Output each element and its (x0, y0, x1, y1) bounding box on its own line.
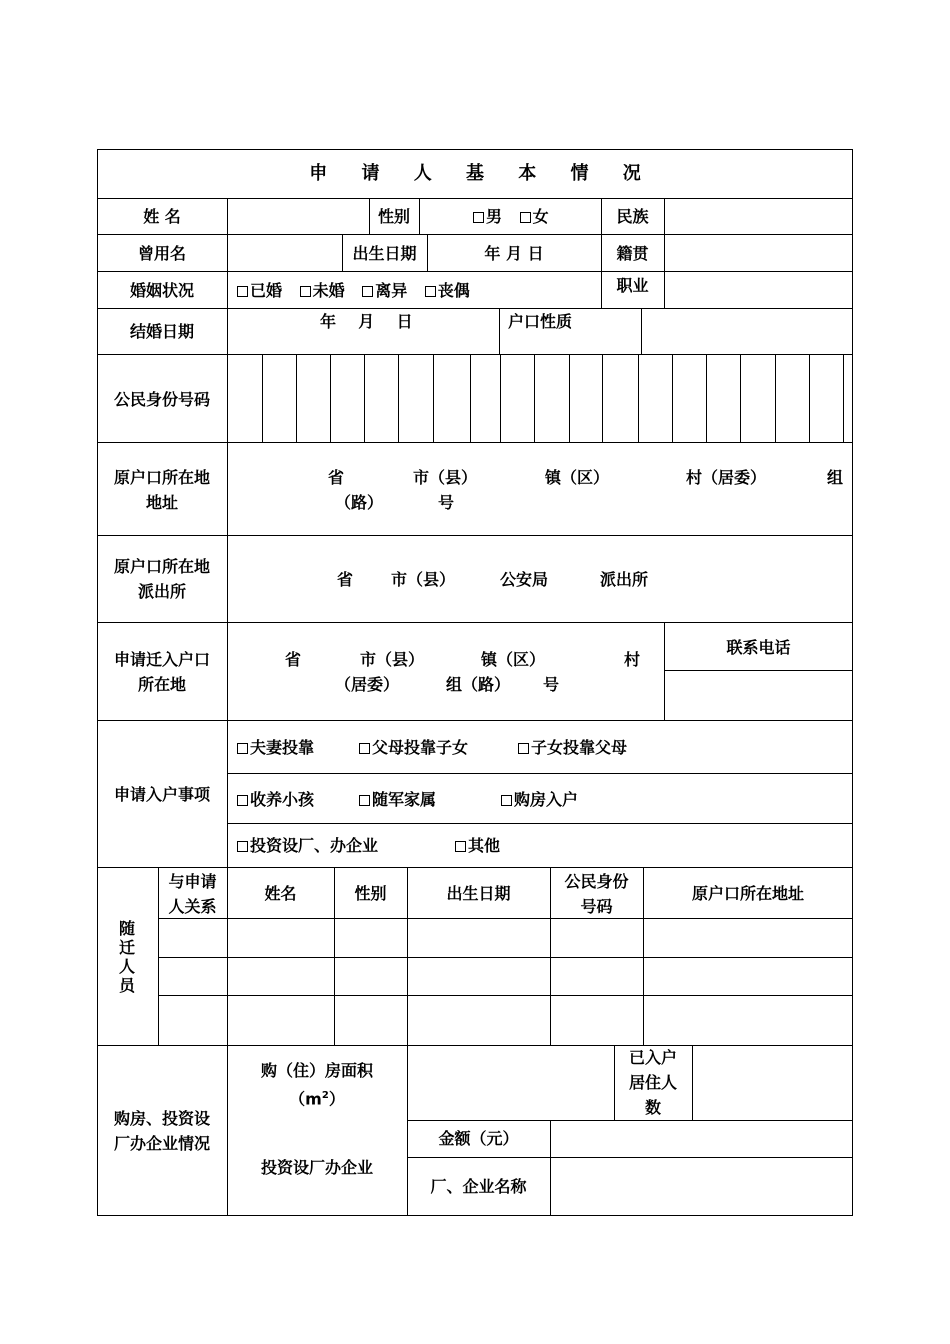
invest-factory-label: 投资设厂办企业 (260, 1158, 373, 1177)
matter-label: 子女投靠父母 (531, 738, 628, 757)
residents-label-line1: 已入户 (628, 1048, 677, 1067)
id-box-line (262, 354, 263, 442)
phone-label: 联系电话 (726, 638, 791, 657)
id-box-line (740, 354, 741, 442)
male-option[interactable] (473, 204, 502, 229)
dest-province: 省 (285, 650, 302, 669)
application-form (97, 149, 853, 1216)
companion-row-line (158, 995, 853, 996)
col-line (419, 198, 420, 234)
comp-birth-header: 出生日期 (446, 884, 511, 903)
row-line (97, 271, 853, 272)
checkbox-icon[interactable] (359, 743, 370, 754)
comp-address-header: 原户口所在地址 (691, 884, 804, 903)
area-unit-sup: 2 (321, 1090, 329, 1101)
id-box-line (569, 354, 570, 442)
widowed-option[interactable] (425, 278, 470, 303)
matters-label: 申请入户事项 (113, 785, 210, 804)
orig-station-label-line2: 派出所 (137, 582, 186, 601)
marital-status-label: 婚姻状况 (129, 281, 194, 300)
border-right (852, 149, 853, 1216)
comp-id-header-line2: 号码 (580, 897, 613, 916)
unmarried-label: 未婚 (312, 281, 345, 300)
station-bureau: 公安局 (500, 570, 549, 589)
dest-village: 村 (624, 650, 641, 669)
area-unit-open: （m (289, 1089, 322, 1109)
checkbox-icon[interactable] (501, 795, 512, 806)
matter-option-4[interactable] (237, 787, 314, 812)
row-line (97, 622, 853, 623)
comp-relation-header-line1: 与申请 (168, 872, 217, 891)
checkbox-icon[interactable] (237, 743, 248, 754)
residents-label-line3: 数 (644, 1098, 661, 1117)
amount-label: 金额（元） (438, 1129, 519, 1148)
addr-group: 组 (827, 468, 844, 487)
dest-no: 号 (543, 675, 560, 694)
addr-city: 市（县） (413, 468, 478, 487)
name-label: 姓 名 (143, 207, 181, 226)
native-place-label: 籍贯 (616, 244, 649, 263)
addr-no: 号 (438, 493, 455, 512)
station-name: 派出所 (600, 570, 649, 589)
comp-relation-header-line2: 人关系 (168, 897, 217, 916)
checkbox-icon[interactable] (362, 286, 373, 297)
ethnicity-label: 民族 (616, 207, 649, 226)
dest-city: 市（县） (360, 650, 425, 669)
birth-date-ymd: 年 月 日 (484, 244, 544, 263)
invest-label-line2: 厂办企业情况 (113, 1134, 210, 1153)
id-box-line (672, 354, 673, 442)
checkbox-icon[interactable] (518, 743, 529, 754)
marriage-date-label: 结婚日期 (129, 322, 194, 341)
married-option[interactable] (237, 278, 282, 303)
divorced-label: 离异 (375, 281, 408, 300)
id-box-line (364, 354, 365, 442)
dest-label-line2: 所在地 (137, 675, 186, 694)
invest-divider (407, 1120, 853, 1121)
border-top (97, 149, 853, 150)
station-province: 省 (337, 570, 354, 589)
id-box-line (638, 354, 639, 442)
matters-divider (227, 773, 853, 774)
addr-province: 省 (328, 468, 345, 487)
dest-group: 组（路） (446, 675, 511, 694)
former-name-label: 曾用名 (137, 244, 186, 263)
id-box-line (809, 354, 810, 442)
col-line (641, 308, 642, 354)
id-box-line (500, 354, 501, 442)
matter-option-3[interactable] (518, 735, 627, 760)
addr-road: （路） (335, 493, 384, 512)
invest-label-line1: 购房、投资设 (113, 1109, 210, 1128)
area-label-line1: 购（住）房面积 (260, 1061, 373, 1080)
row-line (97, 198, 853, 199)
id-box-line (534, 354, 535, 442)
divorced-option[interactable] (362, 278, 407, 303)
invest-col-line (692, 1045, 693, 1120)
matter-label: 投资设厂、办企业 (250, 836, 379, 855)
marriage-date-ymd: 年 月 日 (320, 312, 413, 331)
matter-label: 夫妻投靠 (250, 738, 315, 757)
unmarried-option[interactable] (300, 278, 345, 303)
matter-option-1[interactable] (237, 735, 314, 760)
matter-label: 收养小孩 (250, 790, 315, 809)
comp-name-header: 姓名 (264, 884, 297, 903)
female-option[interactable] (520, 204, 549, 229)
id-box-line (843, 354, 844, 442)
area-unit-close: ） (328, 1089, 345, 1109)
companions-label: 随迁人员 (118, 919, 135, 995)
dest-committee: （居委） (335, 675, 400, 694)
gender-options (473, 204, 561, 229)
form-title: 申 请 人 基 本 情 况 (309, 163, 655, 184)
addr-village: 村（居委） (686, 468, 767, 487)
col-line (499, 308, 500, 354)
matter-label: 随军家属 (372, 790, 437, 809)
row-line (97, 535, 853, 536)
married-label: 已婚 (250, 281, 283, 300)
id-box-line (470, 354, 471, 442)
male-label: 男 (486, 207, 503, 226)
company-name-label: 厂、企业名称 (430, 1177, 527, 1196)
checkbox-icon[interactable] (237, 795, 248, 806)
id-box-line (433, 354, 434, 442)
area-label-line2 (227, 1083, 407, 1111)
row-line (97, 442, 853, 443)
row-line (97, 308, 853, 309)
matter-label: 父母投靠子女 (372, 738, 469, 757)
comp-id-header-line1: 公民身份 (564, 872, 629, 891)
id-box-line (330, 354, 331, 442)
matter-option-2[interactable] (359, 735, 468, 760)
hukou-nature-label: 户口性质 (508, 312, 573, 331)
orig-station-label-line1: 原户口所在地 (113, 557, 210, 576)
matter-label: 购房入户 (514, 790, 579, 809)
companion-row-line (158, 918, 853, 919)
matter-option-6[interactable] (501, 787, 578, 812)
border-bottom (97, 1215, 853, 1216)
birth-date-label: 出生日期 (352, 244, 417, 263)
female-label: 女 (532, 207, 549, 226)
matter-option-5[interactable] (359, 787, 436, 812)
checkbox-icon[interactable] (425, 286, 436, 297)
checkbox-icon[interactable] (359, 795, 370, 806)
checkbox-icon[interactable] (300, 286, 311, 297)
checkbox-icon[interactable] (237, 286, 248, 297)
addr-town: 镇（区） (545, 468, 610, 487)
orig-address-label-line1: 原户口所在地 (113, 468, 210, 487)
id-box-line (602, 354, 603, 442)
companion-row-line (158, 957, 853, 958)
checkbox-icon[interactable] (237, 841, 248, 852)
checkbox-icon[interactable] (473, 212, 484, 223)
checkbox-icon[interactable] (455, 841, 466, 852)
id-number-label: 公民身份号码 (113, 390, 210, 409)
dest-town: 镇（区） (481, 650, 546, 669)
id-box-line (296, 354, 297, 442)
comp-gender-header: 性别 (354, 884, 387, 903)
residents-label-line2: 居住人 (628, 1073, 677, 1092)
col-line (664, 198, 665, 308)
id-box-line (398, 354, 399, 442)
id-box-line (775, 354, 776, 442)
matter-option-7[interactable] (237, 833, 378, 858)
matter-option-8[interactable] (455, 833, 500, 858)
matters-divider (227, 823, 853, 824)
invest-col-line (550, 1120, 551, 1216)
marital-options (237, 278, 482, 303)
row-line (97, 234, 853, 235)
row-line (97, 1045, 853, 1046)
phone-divider (664, 670, 853, 671)
orig-address-label-line2: 地址 (145, 493, 178, 512)
dest-label-line1: 申请迁入户口 (113, 650, 210, 669)
checkbox-icon[interactable] (520, 212, 531, 223)
gender-label: 性别 (377, 207, 410, 226)
occupation-label: 职业 (616, 276, 649, 295)
row-line (97, 720, 853, 721)
label-column-line (227, 198, 228, 867)
row-line (97, 867, 853, 868)
widowed-label: 丧偶 (437, 281, 470, 300)
id-box-line (706, 354, 707, 442)
station-city: 市（县） (391, 570, 456, 589)
matter-label: 其他 (468, 836, 501, 855)
invest-divider (407, 1157, 853, 1158)
